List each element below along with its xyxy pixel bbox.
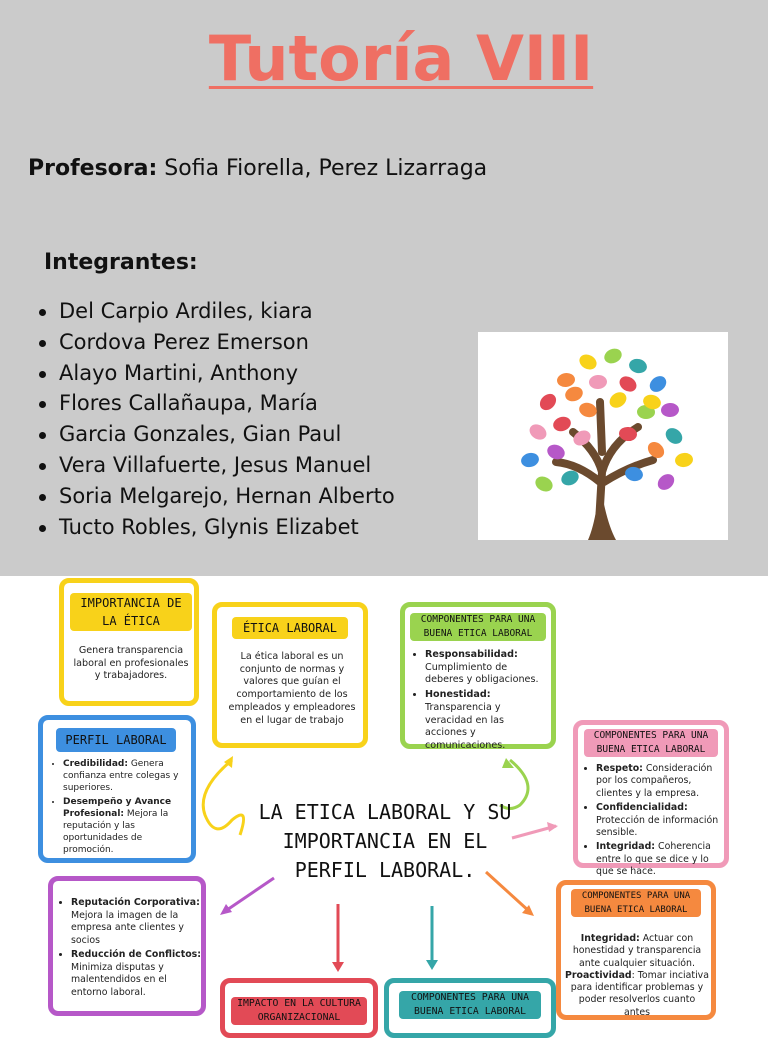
member-item: Cordova Perez Emerson: [34, 327, 395, 358]
componentes-1-text: [411, 649, 547, 755]
etica-text: La ética laboral es un conjunto de normas y valores que guían el comportamiento de los empleados y empleadores en el lugar de trabajo: [228, 651, 356, 726]
reputacion-card: [48, 876, 206, 1016]
perfil-title: PERFIL LABORAL: [56, 728, 176, 752]
impacto-title: IMPACTO EN LA CULTURA ORGANIZACIONAL: [231, 997, 367, 1025]
member-item: Del Carpio Ardiles, kiara: [34, 296, 395, 327]
componentes-1-item: • Responsabilidad: Cumplimiento de deberes y obligaciones.: [425, 649, 547, 687]
reputacion-item: • Reputación Corporativa: Mejora la imagen de la empresa ante clientes y socios: [71, 897, 203, 947]
componentes-1-title: COMPONENTES PARA UNA BUENA ETICA LABORAL: [410, 613, 546, 641]
componentes-2-text: [582, 763, 726, 881]
perfil-card: [38, 715, 196, 863]
professor-label: Profesora:: [28, 156, 158, 181]
importancia-card: [59, 578, 199, 706]
componentes-card-1: [400, 602, 556, 749]
perfil-item: • Credibilidad: Genera confianza entre colegas y superiores.: [63, 758, 189, 794]
componentes-3-item: Integridad: Actuar con honestidad y transparencia ante cualquier situación.: [572, 933, 702, 969]
componentes-2-title: COMPONENTES PARA UNA BUENA ETICA LABORAL: [584, 729, 718, 757]
map-center-title: LA ETICA LABORAL Y SU IMPORTANCIA EN EL PERFIL LABORAL.: [258, 800, 512, 882]
componentes-card-3: [556, 880, 716, 1020]
componentes-card-2: [573, 720, 729, 878]
componentes-card-4: [384, 978, 556, 1038]
member-item: Garcia Gonzales, Gian Paul: [34, 419, 395, 450]
etica-card: [212, 602, 368, 748]
page-title: Tutoría VIII: [208, 22, 594, 95]
reputacion-item: • Reducción de Conflictos: Minimiza disputas y malentendidos en el entorno laboral.: [71, 949, 203, 999]
member-item: Tucto Robles, Glynis Elizabet: [34, 512, 395, 543]
impacto-card: [220, 978, 378, 1038]
member-item: Alayo Martini, Anthony: [34, 358, 395, 389]
importancia-title: IMPORTANCIA DE LA ÉTICA: [70, 593, 192, 631]
componentes-1-item: • Honestidad: Transparencia y veracidad en las acciones y comunicaciones.: [425, 689, 547, 753]
etica-title: ÉTICA LABORAL: [232, 617, 348, 639]
componentes-2-item: • Respeto: Consideración por los compañeros, clientes y la empresa.: [596, 763, 726, 800]
importancia-text: Genera transparencia laboral en profesionales y trabajadores.: [73, 645, 189, 682]
professor-name: Sofia Fiorella, Perez Lizarraga: [164, 156, 488, 181]
member-item: Vera Villafuerte, Jesus Manuel: [34, 450, 395, 481]
members-heading: Integrantes:: [44, 250, 198, 275]
componentes-2-item: • Integridad: Coherencia entre lo que se dice y lo que se hace.: [596, 841, 726, 878]
componentes-3-item: Proactividad: Tomar inciativa para identificar problemas y poder resolverlos cuanto antes: [565, 969, 709, 1018]
perfil-text: [49, 758, 189, 858]
reputacion-text: [57, 897, 203, 1001]
componentes-3-title: COMPONENTES PARA UNA BUENA ETICA LABORAL: [571, 889, 701, 917]
componentes-2-item: • Confidencialidad: Protección de información sensible.: [596, 802, 726, 839]
perfil-item: • Desempeño y Avance Profesional: Mejora la reputación y las oportunidades de promoción.: [63, 796, 189, 856]
componentes-3-text: [565, 933, 709, 1019]
member-item: Flores Callañaupa, María: [34, 388, 395, 419]
componentes-4-title: COMPONENTES PARA UNA BUENA ETICA LABORAL: [399, 991, 541, 1019]
member-item: Soria Melgarejo, Hernan Alberto: [34, 481, 395, 512]
